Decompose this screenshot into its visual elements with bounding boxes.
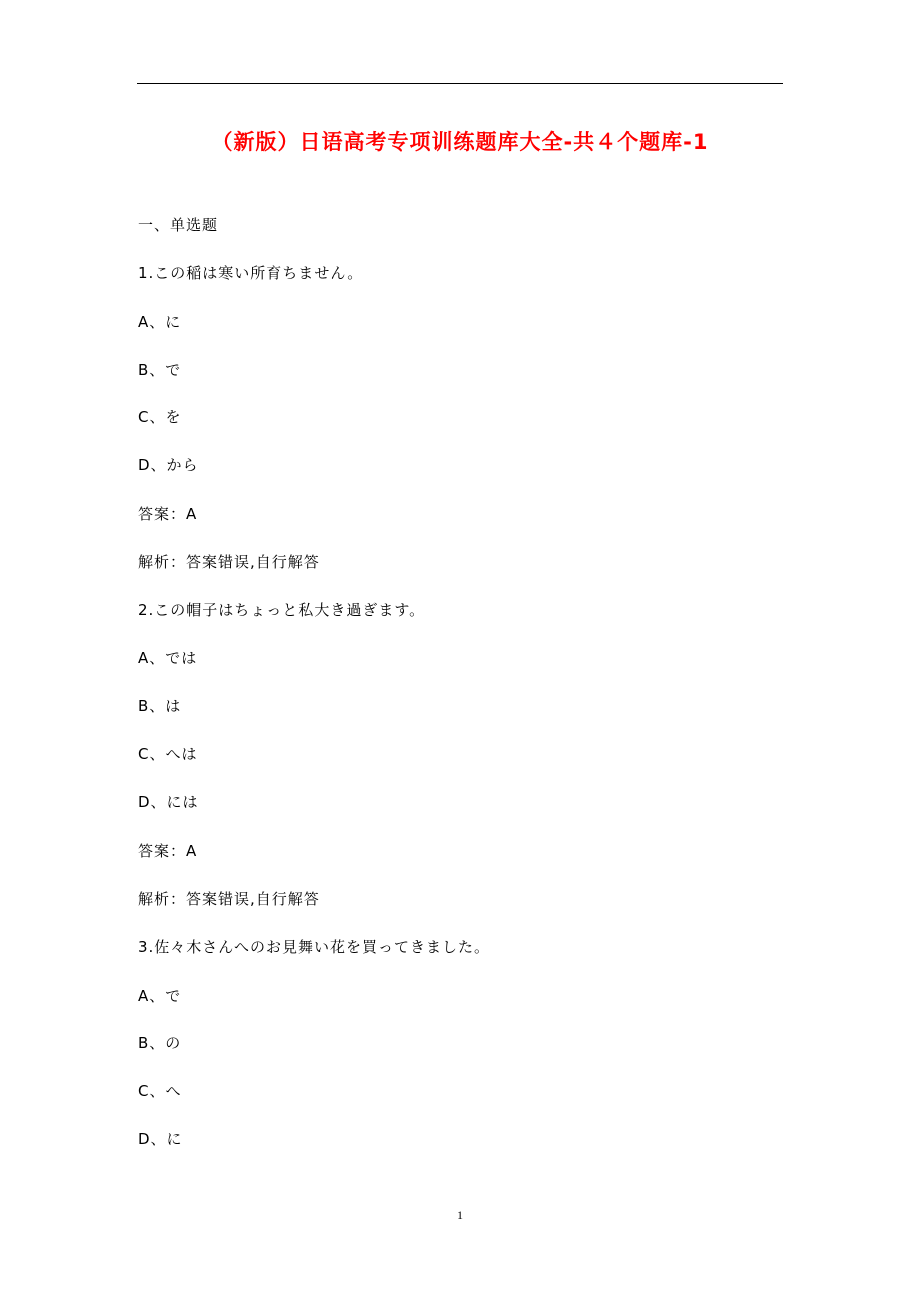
section-heading: 一、单选题: [138, 216, 219, 234]
question-1-option-d: D、から: [138, 456, 199, 474]
question-3-option-d: D、に: [138, 1130, 183, 1148]
document-title: （新版）日语高考专项训练题库大全-共４个题库-1: [211, 130, 709, 154]
header-rule: [137, 83, 783, 84]
question-1-stem: 1.この稲は寒い所育ちません。: [138, 264, 364, 282]
question-2-stem: 2.この帽子はちょっと私大き過ぎます。: [138, 601, 426, 619]
question-3-option-b: B、の: [138, 1034, 182, 1052]
question-2-answer: 答案：A: [138, 842, 198, 860]
page-number: 1: [457, 1208, 463, 1222]
question-3-option-a: A、で: [138, 987, 182, 1005]
question-1-analysis: 解析：答案错误,自行解答: [138, 553, 320, 571]
question-2-option-b: B、は: [138, 697, 182, 715]
question-1-option-a: A、に: [138, 313, 182, 331]
question-2-option-c: C、へは: [138, 745, 198, 763]
question-3-option-c: C、へ: [138, 1082, 182, 1100]
question-2-option-a: A、では: [138, 649, 198, 667]
question-3-stem: 3.佐々木さんへのお見舞い花を買ってきました。: [138, 938, 491, 956]
question-1-answer: 答案：A: [138, 505, 198, 523]
question-2-option-d: D、には: [138, 793, 199, 811]
question-1-option-b: B、で: [138, 361, 182, 379]
question-1-option-c: C、を: [138, 408, 182, 426]
question-2-analysis: 解析：答案错误,自行解答: [138, 890, 320, 908]
